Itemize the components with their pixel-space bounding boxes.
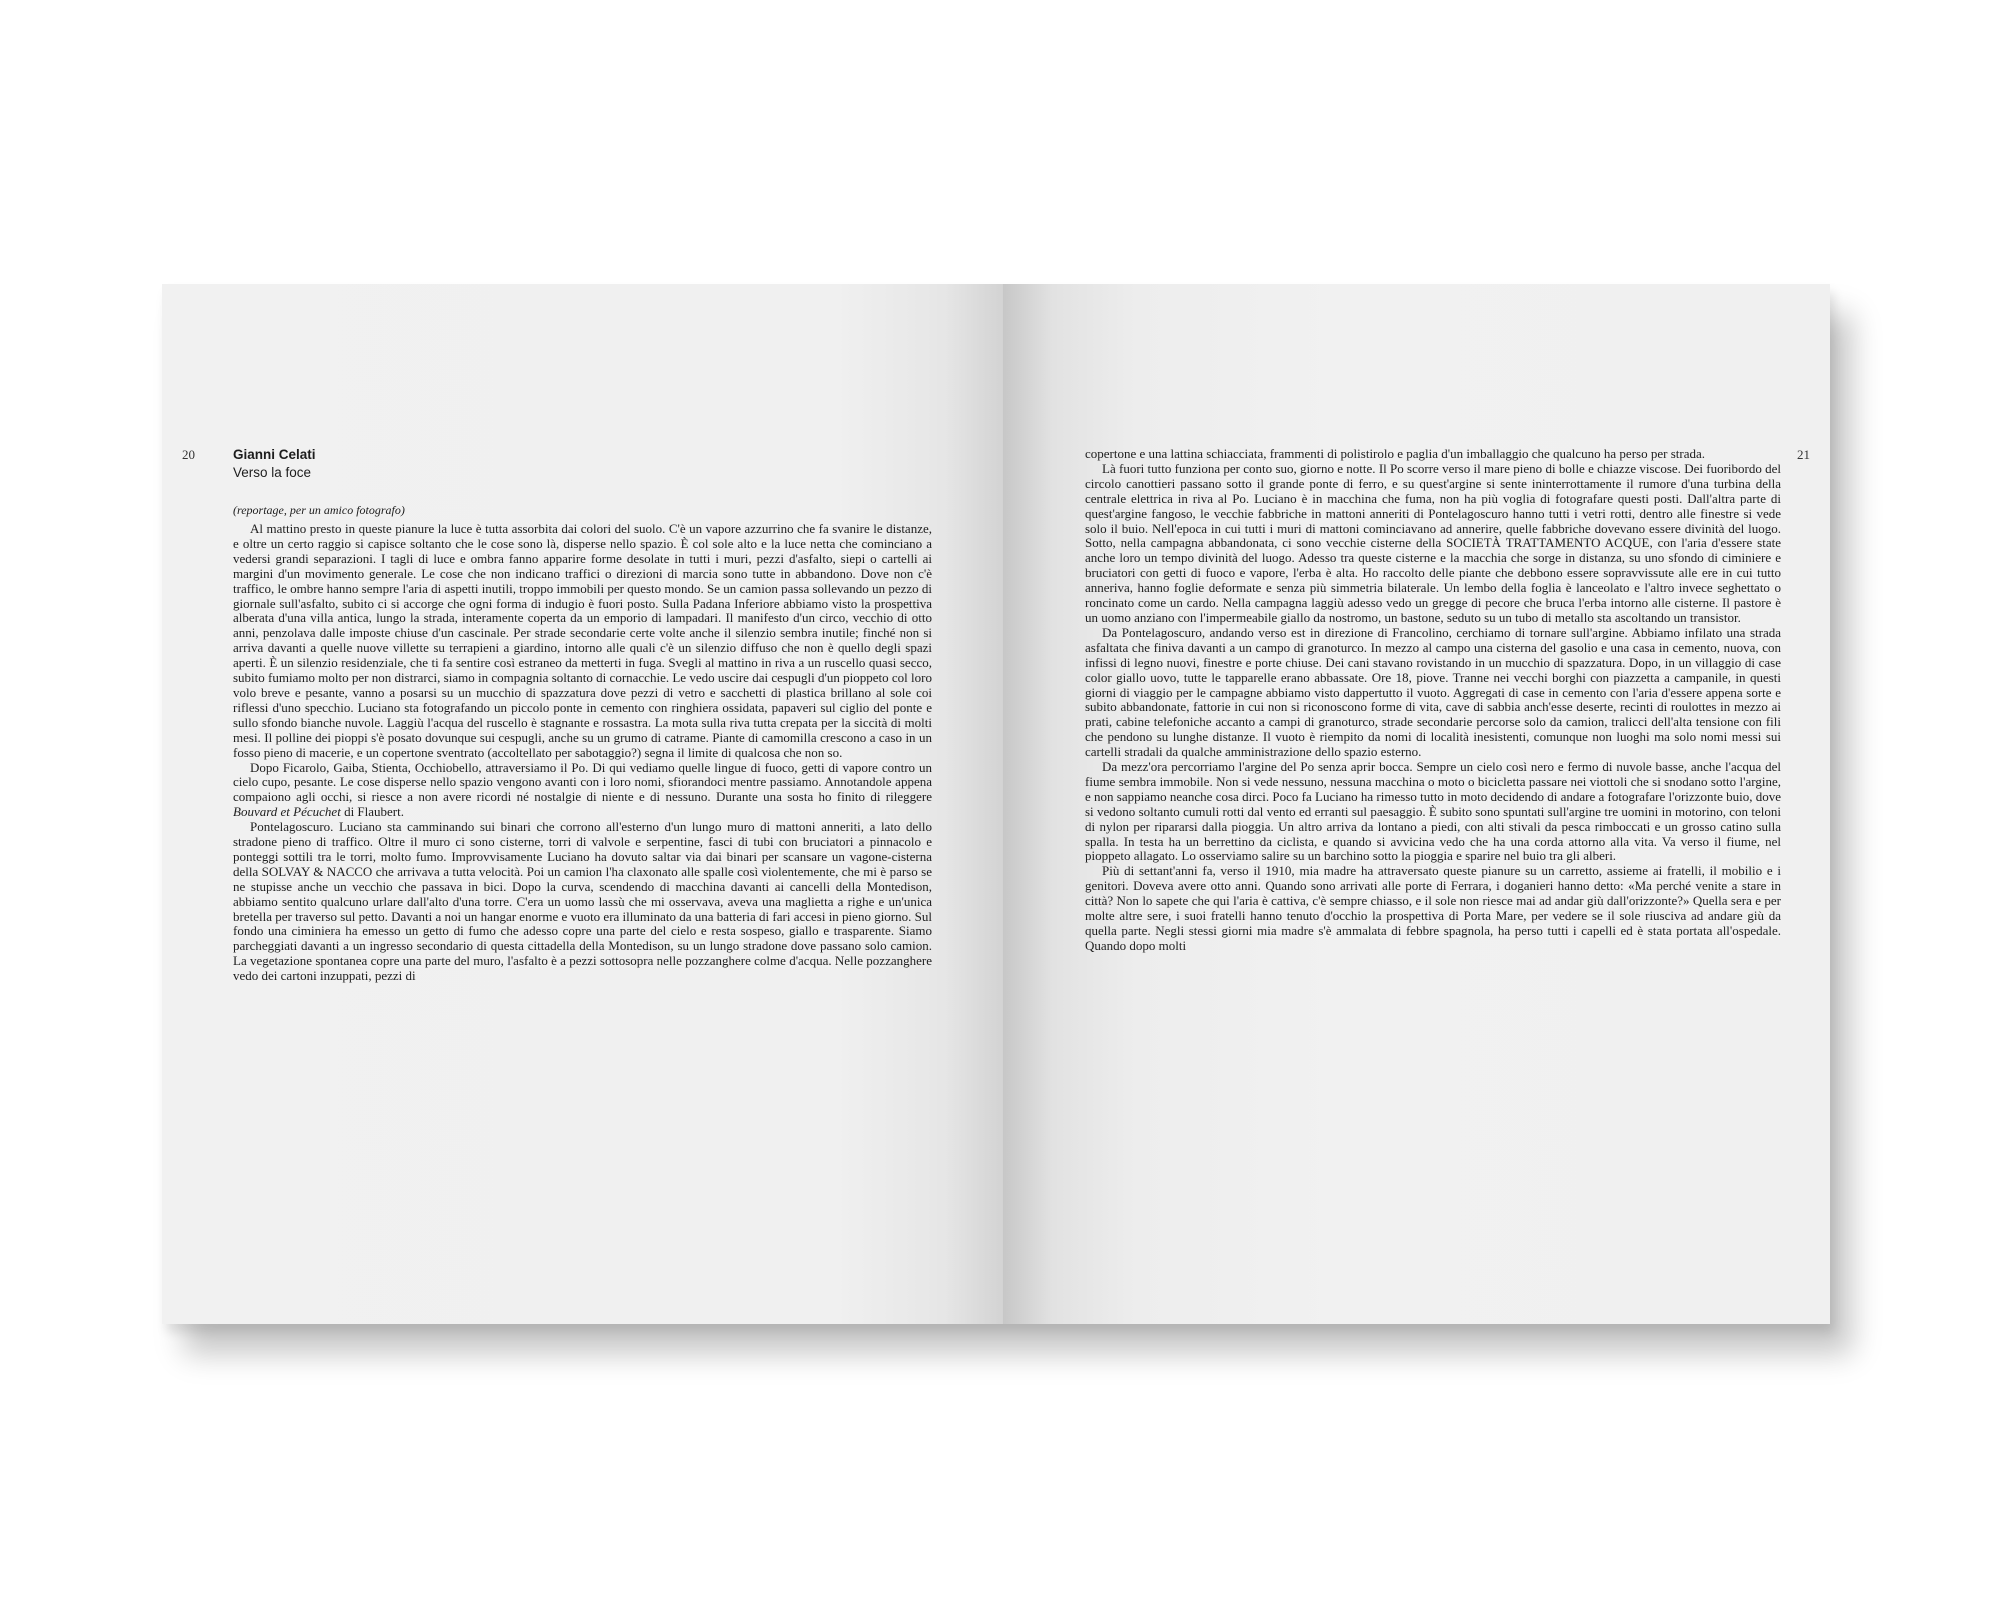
book-author: di Flaubert. <box>340 804 404 820</box>
paragraph: Là fuori tutto funziona per conto suo, giorno e notte. Il Po scorre verso il mare pieno di bolle e chiazze viscose. Dei fuoribordo del circolo canottieri passano sotto il grande ponte di ferro, e su quest'argine si sente ininterrottamente il rumore d'una turbina della centrale elettrica in riva al Po. Luciano è in macchina che fuma, non ha più voglia di fotografare questi posti. Dall'altra parte di quest'argine fangoso, le vecchie fabbriche in mattoni anneriti di Pontelagoscuro hanno tutti i vetri rotti, dentro alle finestre si vede solo il buio. Nell'epoca in cui tutti i muri di mattoni cominciavano ad annerire, quelle fabbriche dovevano essere divinità del luogo. Sotto, nella campagna abbandonata, ci sono vecchie cisterne della SOCIETÀ TRATTAMENTO ACQUE, con l'aria d'essere state anche loro un tempo divinità del luogo. Adesso tra queste cisterne e la macchia che sorge in distanza, su uno sfondo di ciminiere e bruciatori con getti di fuoco e vapore, l'erba è alta. Ho raccolto delle piante che debbono essere sopravvissute alle ere in cui tutto anneriva, hanno foglie deformate e senza più simmetria bilaterale. Un lembo della foglia è lanceolato e l'altro invece seghettato o roncinato come un cardo. Nella campagna laggiù adesso vedo un gregge di pecore che bruca l'erba intorno alle cisterne. Il pastore è un uomo anziano con l'impermeabile giallo da nostromo, un bastone, seduto su un tubo di metallo sta ascoltando un transistor. <box>1085 460 1781 625</box>
right-page <box>1003 284 1830 1324</box>
body-text <box>233 522 932 984</box>
paragraph-text: Dopo Ficarolo, Gaiba, Stienta, Occhiobello, attraversiamo il Po. Di qui vediamo quelle lingue di fuoco, getti di vapore contro un cielo cupo, pesante. Le cose disperse nello spazio vengono avanti con i loro nomi, sfiorandoci mentre passiamo. Annotandole appena compaiono agli occhi, si riesce a non avere ricordi né nostalgie di niente e di nessuno. Durante una sosta ho finito di rileggere <box>233 759 932 805</box>
paragraph: Al mattino presto in queste pianure la luce è tutta assorbita dai colori del suolo. C'è un vapore azzurrino che fa svanire le distanze, e oltre un certo raggio si capisce soltanto che le cose sono là, disperse nello spazio. È col sole alto e la luce netta che cominciano a vedersi grandi separazioni. I tagli di luce e ombra fanno apparire forme desolate in tutti i muri, pezzi d'asfalto, siepi o cartelli ai margini d'un movimento generale. Le cose che non indicano traffici o direzioni di marcia sono tutte in abbandono. Dove non c'è traffico, le ombre hanno sempre l'aria di aspetti inutili, troppo immobili per questo mondo. Se un camion passa sollevando un pezzo di giornale sull'asfalto, subito ci si accorge che ogni forma di indugio è fuori posto. Sulla Padana Inferiore abbiamo visto la prospettiva alberata d'una villa antica, lungo la strada, interamente coperta da un emporio di lampadari. Il manifesto d'un circo, vecchio di otto anni, penzolava dalle imposte chiuse d'un cascinale. Per strade secondarie certe volte anche il silenzio sembra inutile; finché non si arriva davanti a quelle nuove villette su terrapieni a giardino, intorno alle quali c'è un silenzio diffuso che non è quello degli spazi aperti. È un silenzio residenziale, che ti fa sentire così estraneo da metterti in fuga. Svegli al mattino in riva a un ruscello quasi secco, subito fumiamo molto per non distrarci, siamo in compagnia soltanto di cornacchie. Le vedo uscire dai cespugli d'un pioppeto col loro volo breve e pesante, vanno a posarsi su un mucchio di spazzatura dove pezzi di vetro e sacchetti di plastica brillano al sole coi riflessi d'uno specchio. Luciano sta fotografando un piccolo ponte in cemento con ringhiera ossidata, papaveri sul ciglio del ponte e sullo sfondo bianche nuvole. Laggiù l'acqua del ruscello è stagnante e rossastra. La mota sulla riva tutta crepata per la siccità di molti mesi. Il polline dei pioppi s'è posato dovunque sui cespugli, anche su un grumo di catrame. Piante di camomilla crescono a caso in un fosso pieno di macerie, e un copertone sventrato (accoltellato per sabotaggio?) segna il limite di qualcosa che non so. <box>233 521 932 760</box>
article-subtitle: (reportage, per un amico fotografo) <box>233 503 405 517</box>
page-number: 21 <box>1797 447 1810 462</box>
book-title: Bouvard et Pécuchet <box>233 804 341 820</box>
paragraph <box>233 761 932 821</box>
paragraph: Da mezz'ora percorriamo l'argine del Po senza aprir bocca. Sempre un cielo così nero e fermo di nuvole basse, anche l'acqua del fiume sembra immobile. Non si vede nessuno, nessuna macchina o moto o bicicletta passare nei viottoli che si snodano sotto l'argine, e non sappiamo neanche cosa dirci. Poco fa Luciano ha rimesso tutto in moto decidendo di andare a fotografare l'orizzonte buio, dove si vedono soltanto cumuli rotti dal vento ed erranti sul paesaggio. È subito sono spuntati sull'argine tre uomini in motorino, con teloni di nylon per ripararsi dalla pioggia. Un altro arriva da lontano a piedi, con alti stivali da pesca rimboccati e un grosso catino sulla spalla. In testa ha un berrettino da ciclista, e quando si avvicina vedo che ha una corda attorno alla vita. Va verso il fiume, nel pioppeto allagato. Lo osserviamo salire su un barchino sotto la pioggia e sparire nel buio tra gli alberi. <box>1085 759 1781 864</box>
author-name: Gianni Celati <box>233 447 316 462</box>
paragraph-continuation: copertone e una lattina schiacciata, frammenti di polistirolo e paglia d'un imballaggio che qualcuno ha perso per strada. <box>1085 446 1705 461</box>
paragraph: Da Pontelagoscuro, andando verso est in direzione di Francolino, cerchiamo di tornare sull'argine. Abbiamo infilato una strada asfaltata che finiva davanti a un campo di granoturco. In mezzo al campo una cisterna del gasolio e una casa in cemento, nuova, con infissi di legno nuovi, finestre e porte chiuse. Dei cani stavano rovistando in un mucchio di spazzatura. Dopo, in un villaggio di case color giallo uovo, tutte le tapparelle erano abbassate. Ore 18, piove. Tranne nei vecchi borghi con piazzetta a campanile, in questi giorni di viaggio per le campagne abbiamo visto dappertutto il vuoto. Aggregati di case in cemento con l'aria d'essere appena sorte e subito abbandonate, fattorie in cui non si riconoscono forme di vita, cave di sabbia anch'esse deserte, recinti di roulottes in mezzo ai prati, cabine telefoniche accanto a campi di granoturco, strade secondarie percorse solo da camion, tralicci dell'alta tensione con fili che pendono su lunghe distanze. Il vuoto è riempito da nomi di località inesistenti, comunque non luoghi ma solo nomi messi sui cartelli stradali da qualche amministrazione dello spazio esterno. <box>1085 624 1781 760</box>
book-spread <box>162 284 1830 1324</box>
body-text <box>1085 447 1781 954</box>
article-title: Verso la foce <box>233 465 312 480</box>
left-page <box>162 284 1003 1324</box>
paragraph: Pontelagoscuro. Luciano sta camminando sui binari che corrono all'esterno d'un lungo muro di mattoni anneriti, a lato dello stradone pieno di traffico. Oltre il muro ci sono cisterne, torri di valvole e serpentine, fasci di tubi con bruciatori a pinnacolo e ponteggi sottili tra le torri, molto fumo. Improvvisamente Luciano ha dovuto saltar via dai binari per scansare un vagone-cisterna della SOLVAY & NACCO che arrivava a tutta velocità. Poi un camion l'ha claxonato alle spalle così violentemente, che mi è parso se ne stupisse anche un vecchio che passava in bici. Dopo la curva, scendendo di macchina davanti ai cancelli della Montedison, abbiamo sentito qualcuno urlare dall'alto d'una torre. C'era un uomo lassù che mi osservava, aveva una maglietta a righe e un'unica bretella per traverso sul petto. Davanti a noi un hangar enorme e vuoto era illuminato da una batteria di fari accesi in pieno giorno. Sul fondo una ciminiera ha emesso un getto di fumo che adesso copre una parte del cielo e resta sospeso, giallo e trasparente. Siamo parcheggiati davanti a un ingresso secondario di questa cittadella della Montedison, su un lungo stradone dove passano solo camion. La vegetazione spontanea copre una parte del muro, l'asfalto è a pezzi sottosopra nelle pozzanghere colme d'acqua. Nelle pozzanghere vedo dei cartoni inzuppati, pezzi di <box>233 819 932 984</box>
paragraph: Più di settant'anni fa, verso il 1910, mia madre ha attraversato queste pianure su un carretto, assieme ai fratelli, il mobilio e i genitori. Doveva avere otto anni. Quando sono arrivati alle porte di Ferrara, i doganieri hanno detto: «Ma perché venite a stare in città? Non lo sapete che qui l'aria è cattiva, c'è sempre chiasso, e il sole non riesce mai ad andar giù dall'orizzonte?» Quella sera e per molte altre sere, i suoi fratelli hanno tenuto d'occhio la prospettiva di Porta Mare, per vedere se il sole riusciva ad andare giù da quella parte. Negli stessi giorni mia madre s'è ammalata di febbre spagnola, ha perso tutti i capelli ed è stata portata all'ospedale. Quando dopo molti <box>1085 863 1781 953</box>
page-number: 20 <box>182 447 195 462</box>
